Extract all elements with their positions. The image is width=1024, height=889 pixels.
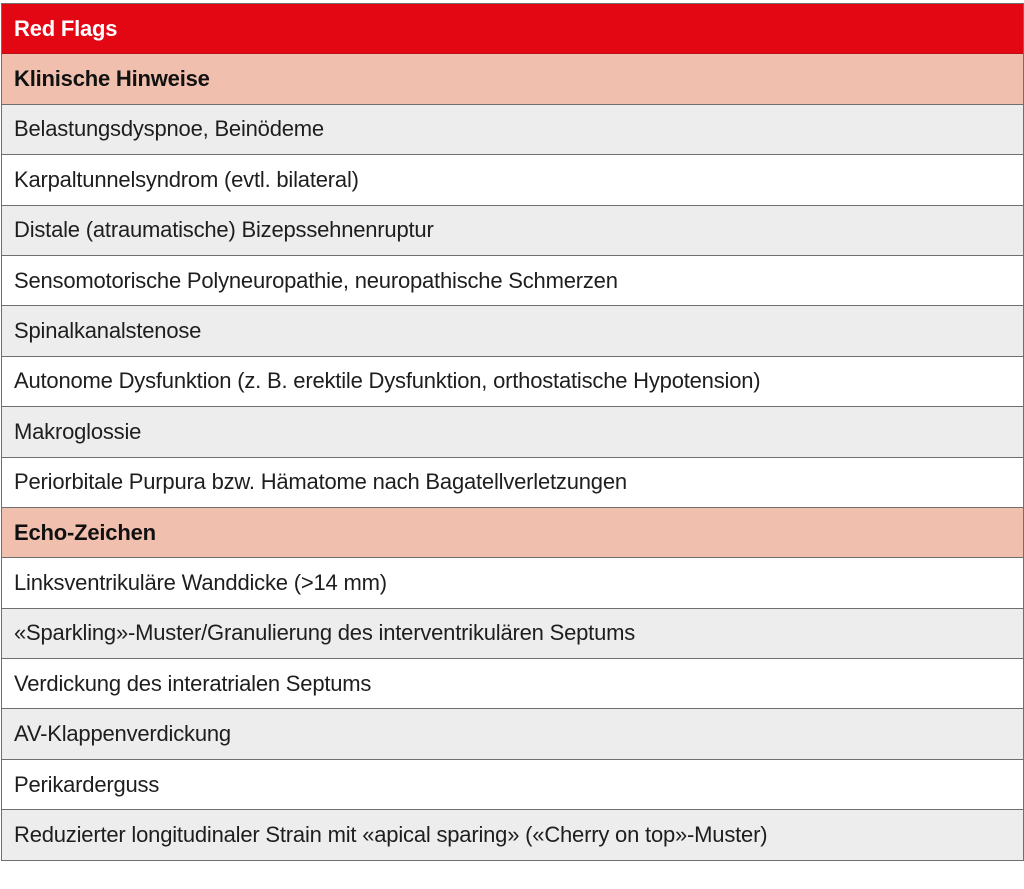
table-row: Autonome Dysfunktion (z. B. erektile Dysfunktion, orthostatische Hypotension) (2, 357, 1023, 407)
table-row: Verdickung des interatrialen Septums (2, 659, 1023, 709)
section-heading-klinische-hinweise: Klinische Hinweise (2, 54, 1023, 104)
table-row: Distale (atraumatische) Bizepssehnenruptur (2, 206, 1023, 256)
table-row: Makroglossie (2, 407, 1023, 457)
table-row: Belastungsdyspnoe, Beinödeme (2, 105, 1023, 155)
table-title: Red Flags (2, 4, 1023, 54)
section-heading-echo-zeichen: Echo-Zeichen (2, 508, 1023, 558)
table-row: «Sparkling»-Muster/Granulierung des interventrikulären Septums (2, 609, 1023, 659)
table-row: Spinalkanalstenose (2, 306, 1023, 356)
table-row: Linksventrikuläre Wanddicke (>14 mm) (2, 558, 1023, 608)
table-row: Reduzierter longitudinaler Strain mit «apical sparing» («Cherry on top»-Muster) (2, 810, 1023, 860)
red-flags-table (1, 3, 1024, 861)
table-row: Periorbitale Purpura bzw. Hämatome nach Bagatellverletzungen (2, 458, 1023, 508)
table-row: Perikarderguss (2, 760, 1023, 810)
table-row: Sensomotorische Polyneuropathie, neuropathische Schmerzen (2, 256, 1023, 306)
table-row: AV-Klappenverdickung (2, 709, 1023, 759)
table-row: Karpaltunnelsyndrom (evtl. bilateral) (2, 155, 1023, 205)
